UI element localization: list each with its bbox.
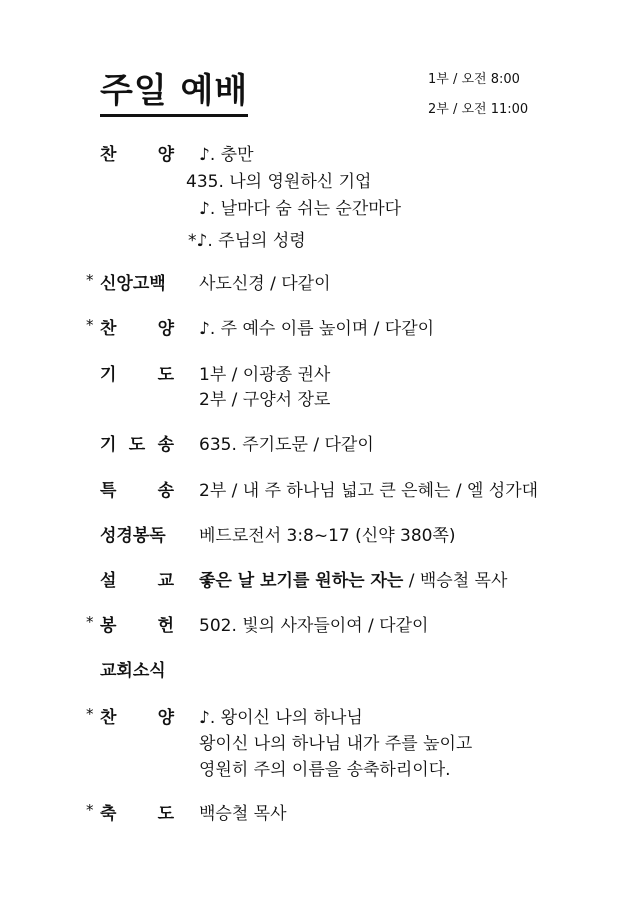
- praise3-song: ♪. 왕이신 나의 하나님: [199, 708, 363, 728]
- reading-label: 성경봉독: [100, 526, 166, 546]
- standing-mark: *: [86, 705, 94, 723]
- standing-mark: *: [86, 316, 94, 334]
- offering-label: [100, 611, 174, 636]
- praise-song-4: *♪. 주님의 성령: [188, 231, 306, 251]
- label-char: 봉: [100, 616, 117, 636]
- label-char: 특: [100, 481, 117, 501]
- label-char: 찬: [100, 145, 117, 165]
- creed-label: 신앙고백: [100, 274, 166, 294]
- label-char: 도: [157, 804, 174, 824]
- service-time-1: 1부 / 오전 8:00: [428, 72, 520, 87]
- standing-mark: *: [86, 801, 94, 819]
- label-char: 송: [157, 435, 174, 455]
- benediction-label: [100, 799, 174, 824]
- label-char: 양: [157, 319, 174, 339]
- label-char: 송: [157, 481, 174, 501]
- standing-mark: *: [86, 613, 94, 631]
- prayer-label: [100, 360, 174, 385]
- praise2-label: [100, 314, 174, 339]
- offering-value: 502. 빛의 사자들이여 / 다같이: [199, 616, 429, 636]
- prayer-line-2: 2부 / 구양서 장로: [199, 390, 331, 410]
- label-char: 헌: [157, 616, 174, 636]
- praise-song-3: ♪. 날마다 숨 쉬는 순간마다: [199, 199, 402, 219]
- service-time-2: 2부 / 오전 11:00: [428, 102, 529, 117]
- special-value: 2부 / 내 주 하나님 넓고 큰 은혜는 / 엘 성가대: [199, 481, 539, 501]
- news-label: 교회소식: [100, 661, 166, 681]
- page-title: 주일 예배: [100, 70, 248, 117]
- label-char: 도: [128, 435, 146, 455]
- standing-mark: *: [86, 271, 94, 289]
- benediction-value: 백승철 목사: [199, 804, 287, 824]
- praise-song-1: ♪. 충만: [199, 145, 254, 165]
- label-char: 축: [100, 804, 117, 824]
- label-char: 찬: [100, 708, 117, 728]
- prayer-line-1: 1부 / 이광종 권사: [199, 365, 331, 385]
- label-char: 설: [100, 571, 117, 591]
- praise2-value: ♪. 주 예수 이름 높이며 / 다같이: [199, 319, 435, 339]
- sermon-preacher: / 백승철 목사: [403, 571, 508, 591]
- label-char: 교: [157, 571, 174, 591]
- label-char: 기: [100, 365, 117, 385]
- praise3-lyric-2: 영원히 주의 이름을 송축하리이다.: [199, 760, 451, 780]
- label-char: 양: [157, 145, 174, 165]
- doxology-label: [100, 430, 174, 455]
- praise3-lyric-1: 왕이신 나의 하나님 내가 주를 높이고: [199, 734, 473, 754]
- label-char: 찬: [100, 319, 117, 339]
- sermon-title: 좋은 날 보기를 원하는 자는: [199, 571, 404, 591]
- creed-value: 사도신경 / 다같이: [199, 274, 331, 294]
- doxology-value: 635. 주기도문 / 다같이: [199, 435, 374, 455]
- label-char: 양: [157, 708, 174, 728]
- special-label: [100, 476, 174, 501]
- praise-label: [100, 140, 174, 165]
- praise3-label: [100, 703, 174, 728]
- sermon-value: [199, 566, 507, 591]
- label-char: 도: [157, 365, 174, 385]
- label-char: 기: [100, 435, 117, 455]
- reading-value: 베드로전서 3:8~17 (신약 380쪽): [199, 526, 456, 546]
- praise-song-2: 435. 나의 영원하신 기업: [186, 172, 372, 192]
- sermon-label: [100, 566, 174, 591]
